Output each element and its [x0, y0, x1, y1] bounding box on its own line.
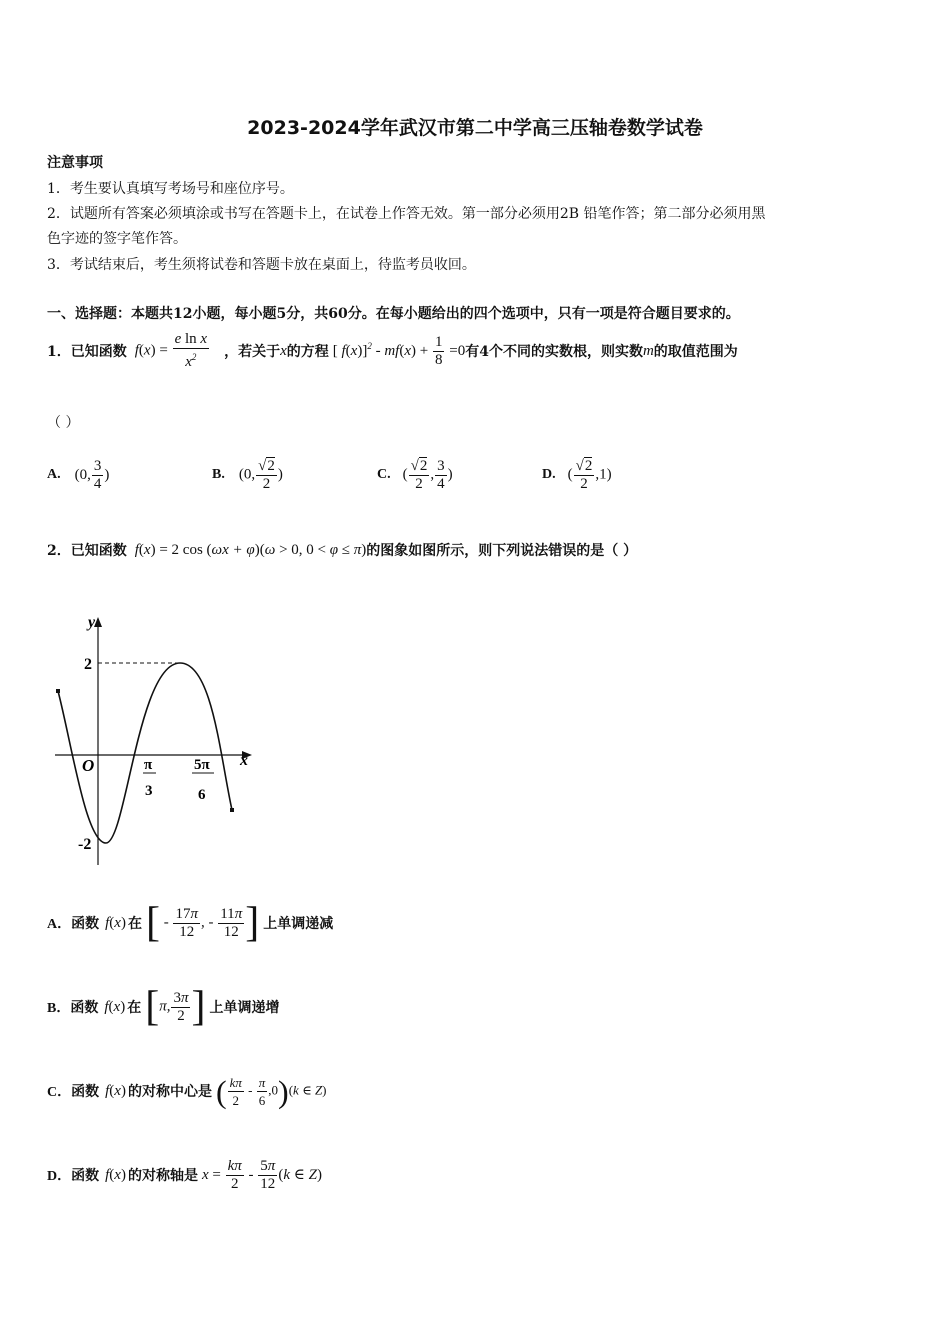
q2-option-a-label: A． [47, 917, 72, 932]
q2-option-a-mid: 在 [127, 916, 142, 932]
q1-answer-blank: （ ） [47, 415, 80, 431]
q1-text-tail2: 的取值范围为 [653, 344, 738, 360]
curve-start-point [56, 689, 60, 693]
q1-option-c[interactable] [377, 452, 453, 498]
notice-item-2-cont: 色字迹的签字笔作答。 [47, 231, 187, 247]
curve-end-point [230, 808, 234, 812]
q2-option-b-pre: 函数 [70, 1000, 99, 1016]
q1-text-mid: ，若关于 [224, 344, 281, 360]
q2-option-a-func: f(x) [105, 914, 126, 931]
q2-option-b[interactable] [47, 982, 279, 1032]
q1-option-d[interactable] [542, 452, 612, 498]
q2-option-b-interval: [π, $\frac{3\pi}{2}$ ] [145, 984, 206, 1030]
q2-function-def: f(x) = 2 cos (ωx + φ)(ω > 0, 0 < φ ≤ π) [134, 541, 367, 558]
q2-option-a-post: 上单调递减 [263, 916, 334, 932]
q2-option-b-post: 上单调递增 [209, 1000, 280, 1016]
x-tick-5pi-over-6 [192, 757, 214, 803]
q1-option-a[interactable] [47, 452, 109, 498]
q2-option-a[interactable] [47, 898, 333, 948]
svg-text:6: 6 [198, 787, 206, 803]
origin-label: O [82, 756, 95, 775]
q2-option-b-mid: 在 [127, 1000, 142, 1016]
notice-heading: 注意事项 [47, 155, 103, 171]
q1-function-def: f(x) = $\frac{\text{e ln x}}{x^2}$ [134, 331, 208, 370]
q2-option-d-func: f(x) [105, 1166, 126, 1183]
q2-option-c-center: ( $\frac{k\pi}{2}$ - $\frac{\pi}{6}$ ,0)(k ∈ Z) [215, 1073, 327, 1109]
x-axis-label: x [240, 752, 248, 769]
q2-option-d-mid: 的对称轴是 [127, 1168, 198, 1184]
q1-option-b-value: (0, $\frac{√2}{2}$ ) [238, 458, 283, 492]
y-axis-label: y [88, 614, 96, 631]
q2-text-tail: 的图象如图所示，则下列说法错误的是（ ） [366, 543, 638, 559]
q2-option-c[interactable] [47, 1066, 331, 1116]
q1-text-tail: 有4个不同的实数根，则实数 [465, 344, 643, 360]
q1-option-c-value: ( $\frac{√2}{2}$ , $\frac{3}{4}$ ) [402, 457, 453, 492]
y-tick-2: 2 [84, 656, 92, 673]
q1-option-a-label: A. [47, 467, 61, 482]
q2-option-d[interactable] [47, 1150, 326, 1200]
svg-text:3: 3 [145, 783, 153, 799]
y-axis-arrow-icon [94, 617, 102, 627]
q2-option-d-label: D． [47, 1169, 72, 1184]
notice-item-2: 2．试题所有答案必须填涂或书写在答题卡上，在试卷上作答无效。第一部分必须用2B 铅笔作答；第二部分必须用黑 [47, 206, 766, 222]
q1-equation: [ f(x)]$^2$ - mf(x) + $\frac{1}{8}$ =0 [332, 333, 466, 368]
q1-number: 1．已知函数 [47, 344, 127, 360]
notice-item-1: 1．考生要认真填写考场号和座位序号。 [47, 181, 294, 197]
question-1 [47, 326, 738, 376]
q2-option-c-mid: 的对称中心是 [127, 1084, 212, 1100]
q1-var-m: m [642, 342, 654, 359]
q2-option-b-func: f(x) [104, 998, 126, 1015]
q2-number: 2．已知函数 [47, 543, 127, 559]
q2-option-c-label: C． [47, 1085, 72, 1100]
q2-option-b-label: B． [47, 1001, 71, 1016]
q2-option-a-interval: [ - $\frac{17\pi}{12}$ , - $\frac{11\pi}{12}$ ] [145, 900, 260, 946]
x-tick-pi-over-3 [143, 757, 156, 799]
q2-option-c-pre: 函数 [71, 1084, 100, 1100]
q1-option-b[interactable] [212, 452, 283, 498]
question-2 [47, 530, 637, 570]
section-heading: 一、选择题：本题共12小题，每小题5分，共60分。在每小题给出的四个选项中，只有一项是符合题目要求的。 [47, 306, 740, 322]
svg-text:π: π [144, 757, 153, 773]
q1-option-d-value: ( $\frac{√2}{2}$ ,1) [567, 458, 612, 492]
q2-option-d-pre: 函数 [71, 1168, 100, 1184]
q2-option-a-pre: 函数 [71, 916, 100, 932]
q2-graph [40, 605, 270, 875]
q1-option-c-label: C. [377, 467, 391, 482]
q2-option-c-func: f(x) [105, 1082, 126, 1099]
q1-option-a-value: (0, $\frac{3}{4}$ ) [74, 457, 110, 492]
page-title: 2023-2024学年武汉市第二中学高三压轴卷数学试卷 [247, 117, 703, 139]
q1-option-d-label: D. [542, 467, 556, 482]
cosine-curve [58, 663, 232, 843]
y-tick-neg-2: -2 [78, 836, 92, 853]
svg-text:5π: 5π [194, 757, 210, 773]
q2-option-d-axis: x = $\frac{k\pi}{2}$ - $\frac{5\pi}{12}$ (k ∈ Z) [201, 1157, 322, 1192]
q1-text-mid2: 的方程 [286, 344, 329, 360]
q1-var-x: x [280, 342, 287, 359]
notice-item-3: 3．考试结束后，考生须将试卷和答题卡放在桌面上，待监考员收回。 [47, 257, 476, 273]
q1-option-b-label: B. [212, 467, 225, 482]
